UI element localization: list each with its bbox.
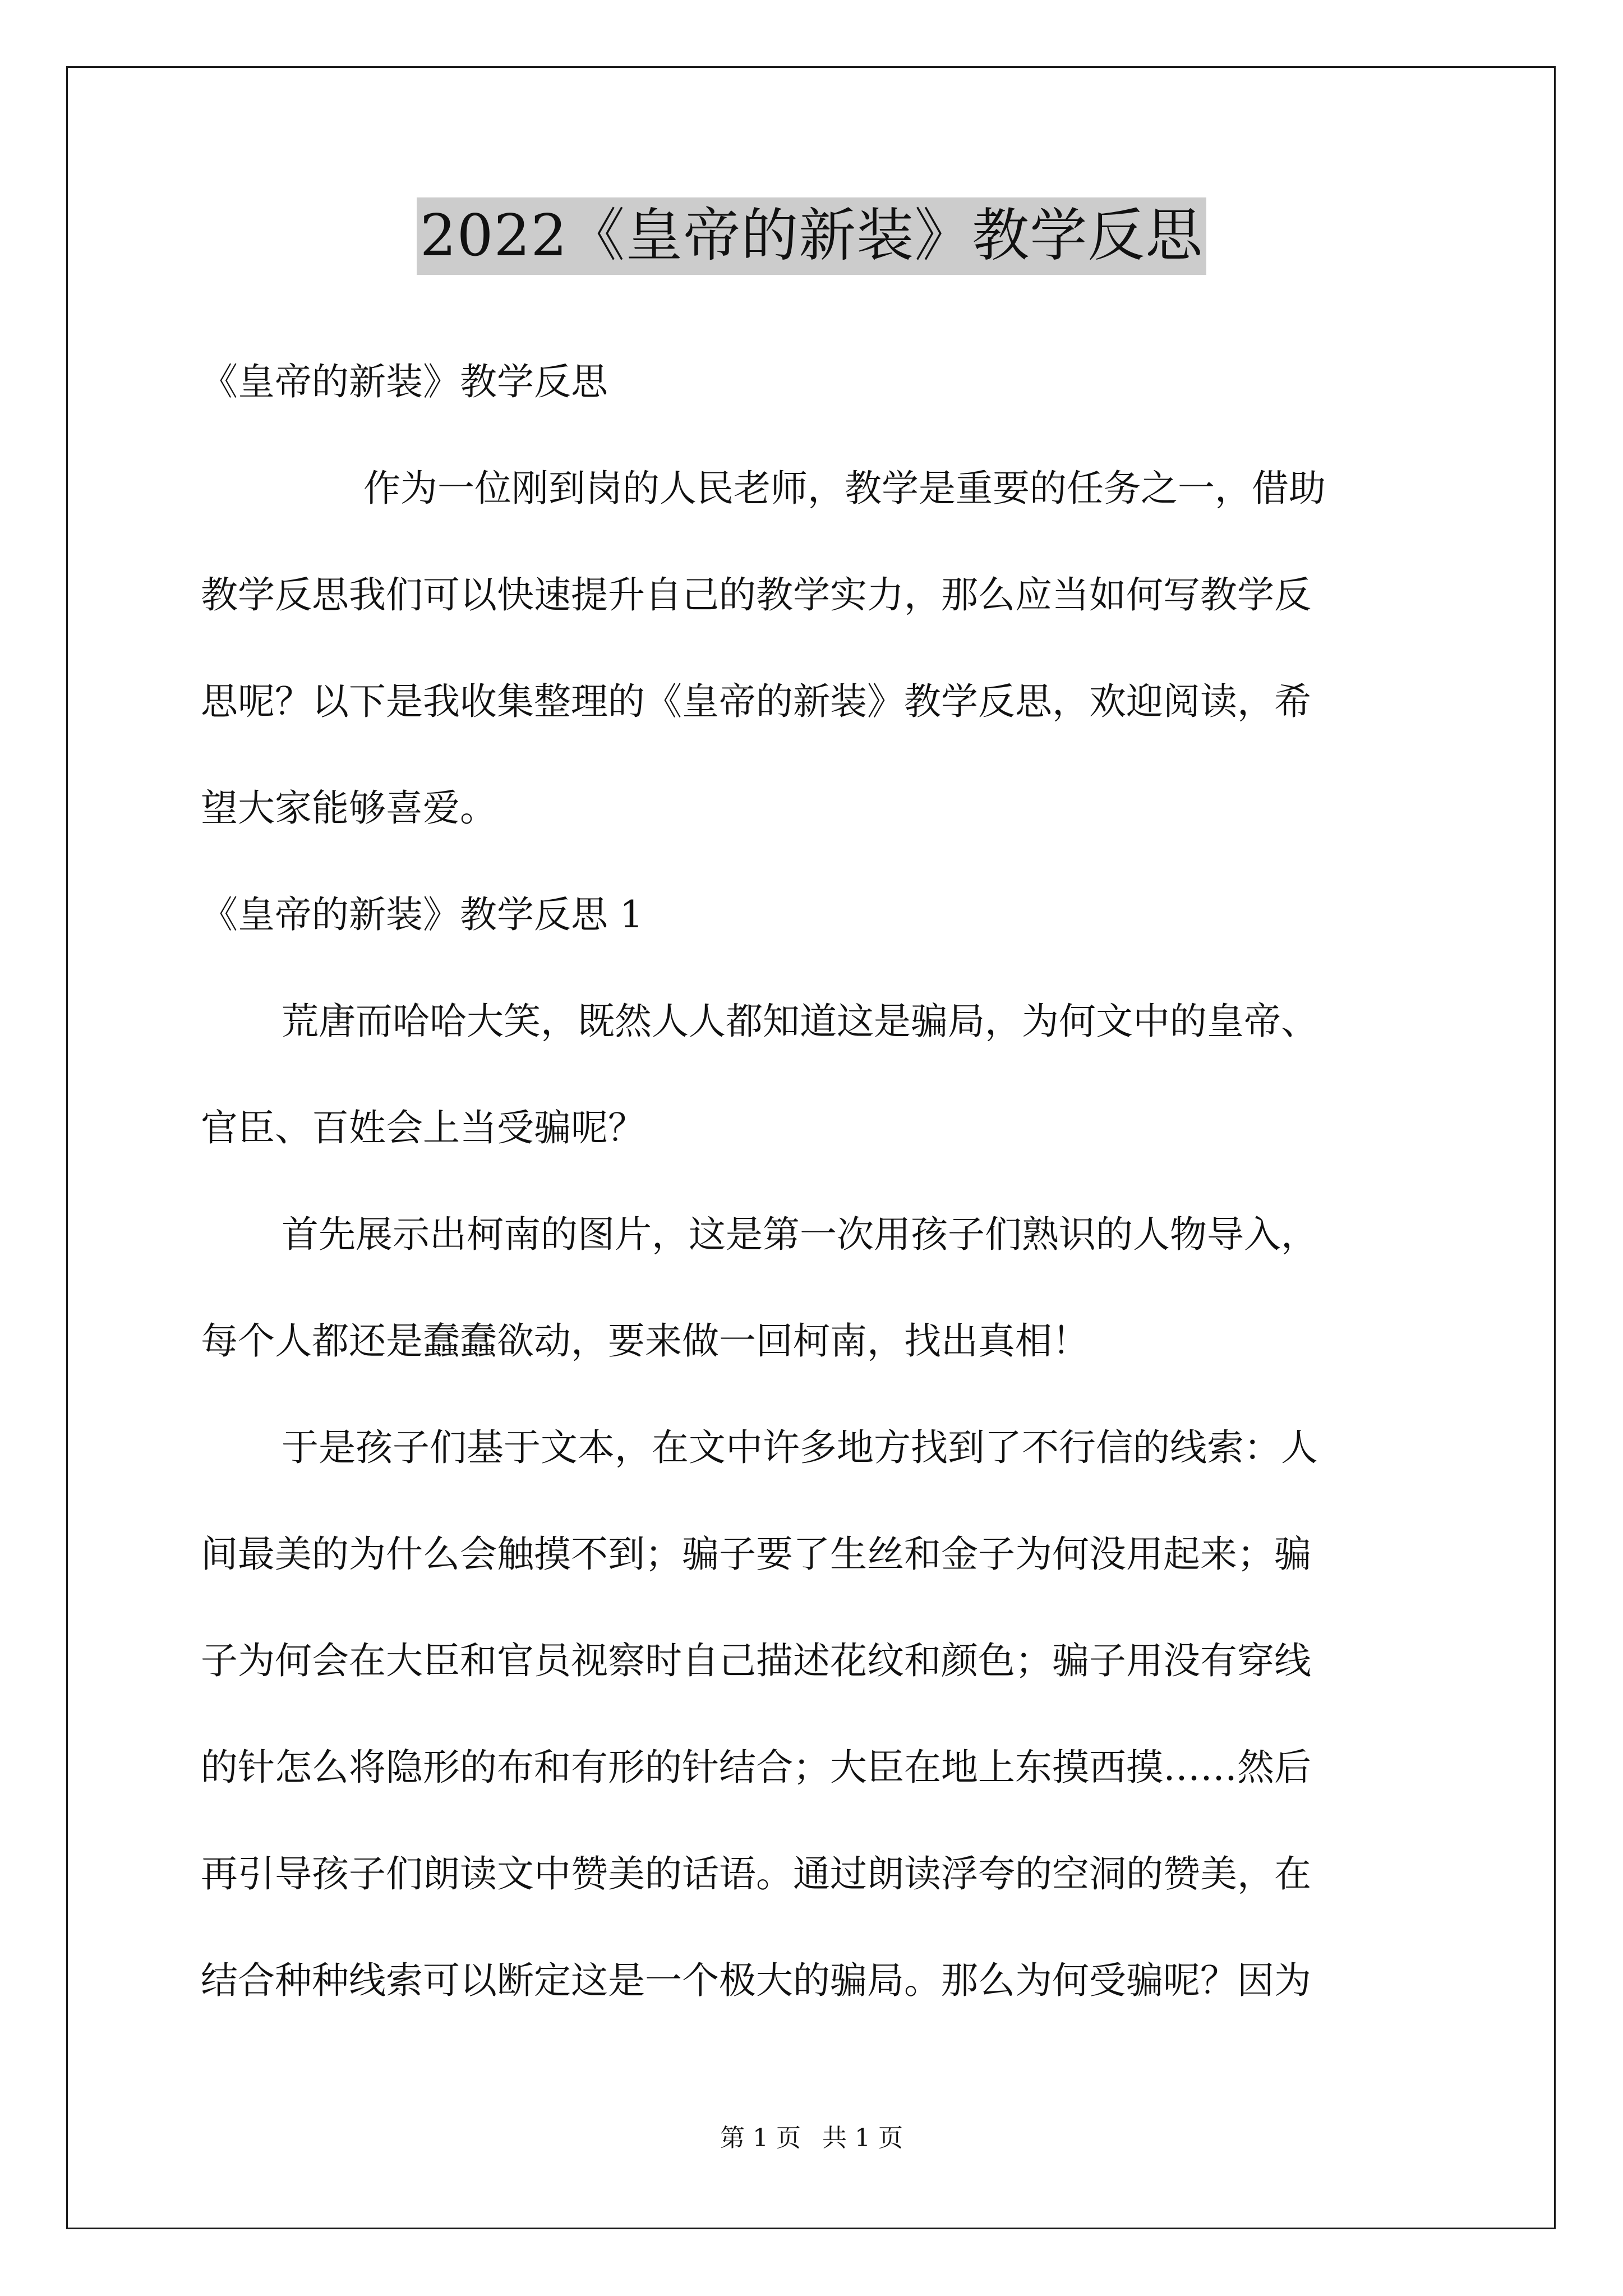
paragraph-3-line-6: 结合种种线索可以断定这是一个极大的骗局。那么为何受骗呢？因为 [201, 1959, 1311, 2002]
page-total: 共 1 页 [822, 2124, 903, 2152]
intro-line-2: 教学反思我们可以快速提升自己的教学实力，那么应当如何写教学反 [201, 573, 1311, 616]
paragraph-3-line-1: 于是孩子们基于文本，在文中许多地方找到了不行信的线索：人 [282, 1426, 1318, 1469]
intro-line-4: 望大家能够喜爱。 [201, 786, 497, 830]
document-subtitle: 《皇帝的新装》教学反思 [201, 360, 608, 403]
paragraph-3-line-4: 的针怎么将隐形的布和有形的针结合；大臣在地上东摸西摸……然后 [201, 1746, 1311, 1789]
page-number: 第 1 页 [720, 2124, 801, 2152]
intro-line-1: 作为一位刚到岗的人民老师，教学是重要的任务之一，借助 [363, 467, 1326, 510]
paragraph-3-line-5: 再引导孩子们朗读文中赞美的话语。通过朗读浮夸的空洞的赞美，在 [201, 1852, 1311, 1895]
paragraph-2-line-2: 每个人都还是蠢蠢欲动，要来做一回柯南，找出真相！ [201, 1319, 1089, 1363]
paragraph-1-line-1: 荒唐而哈哈大笑，既然人人都知道这是骗局，为何文中的皇帝、 [282, 1000, 1318, 1043]
paragraph-3-line-2: 间最美的为什么会触摸不到；骗子要了生丝和金子为何没用起来；骗 [201, 1533, 1311, 1576]
paragraph-2-line-1: 首先展示出柯南的图片，这是第一次用孩子们熟识的人物导入， [282, 1213, 1318, 1256]
intro-line-3: 思呢？以下是我收集整理的《皇帝的新装》教学反思，欢迎阅读，希 [201, 680, 1311, 723]
title-block [0, 197, 1623, 275]
section-heading: 《皇帝的新装》教学反思 1 [201, 893, 643, 936]
page-footer [0, 2122, 1623, 2155]
document-title: 2022《皇帝的新装》教学反思 [417, 197, 1207, 275]
paragraph-3-line-3: 子为何会在大臣和官员视察时自己描述花纹和颜色；骗子用没有穿线 [201, 1639, 1311, 1682]
paragraph-1-line-2: 官臣、百姓会上当受骗呢？ [201, 1106, 645, 1149]
